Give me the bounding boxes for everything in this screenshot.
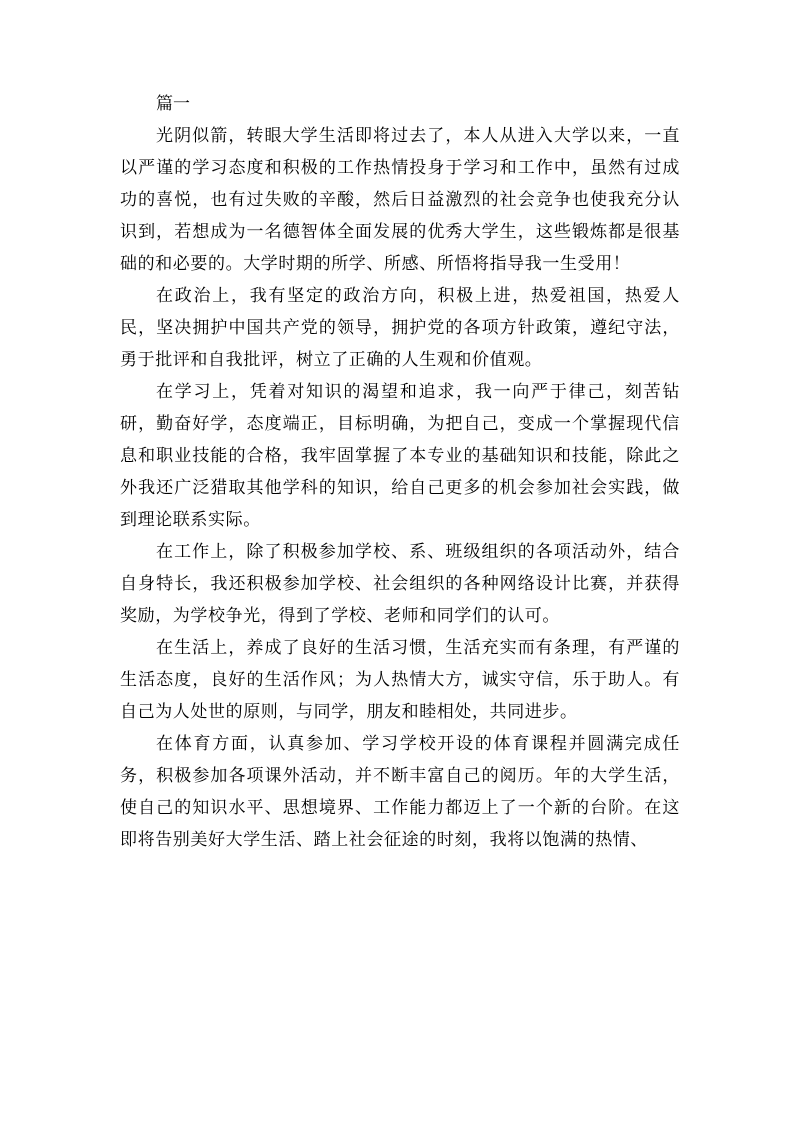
- paragraph-politics: 在政治上，我有坚定的政治方向，积极上进，热爱祖国，热爱人民，坚决拥护中国共产党的领导，拥护党的各项方针政策，遵纪守法，勇于批评和自我批评，树立了正确的人生观和价值观。: [120, 286, 680, 370]
- paragraph-sports: 在体育方面，认真参加、学习学校开设的体育课程并圆满完成任务，积极参加各项课外活动，并不断丰富自己的阅历。年的大学生活，使自己的知识水平、思想境界、工作能力都迈上了一个新的台阶。在这即将告别美好大学生活、踏上社会征途的时刻，我将以饱满的热情、: [120, 734, 680, 850]
- paragraph-study: 在学习上，凭着对知识的渴望和追求，我一向严于律己，刻苦钻研，勤奋好学，态度端正，目标明确，为把自己，变成一个掌握现代信息和职业技能的合格，我牢固掌握了本专业的基础知识和技能，除此之外我还广泛猎取其他学科的知识，给自己更多的机会参加社会实践，做到理论联系实际。: [120, 382, 680, 530]
- section-heading: 篇一: [156, 94, 190, 114]
- paragraph-life: 在生活上，养成了良好的生活习惯，生活充实而有条理，有严谨的生活态度，良好的生活作风；为人热情大方，诚实守信，乐于助人。有自己为人处世的原则，与同学，朋友和睦相处，共同进步。: [120, 638, 680, 722]
- paragraph-work: 在工作上，除了积极参加学校、系、班级组织的各项活动外，结合自身特长，我还积极参加学校、社会组织的各种网络设计比赛，并获得奖励，为学校争光，得到了学校、老师和同学们的认可。: [120, 542, 680, 626]
- document-body: [120, 88, 680, 856]
- paragraph-intro: 光阴似箭，转眼大学生活即将过去了，本人从进入大学以来，一直以严谨的学习态度和积极的工作热情投身于学习和工作中，虽然有过成功的喜悦，也有过失败的辛酸，然后日益激烈的社会竞争也使我充分认识到，若想成为一名德智体全面发展的优秀大学生，这些锻炼都是很基础的和必要的。大学时期的所学、所感、所悟将指导我一生受用！: [120, 126, 680, 274]
